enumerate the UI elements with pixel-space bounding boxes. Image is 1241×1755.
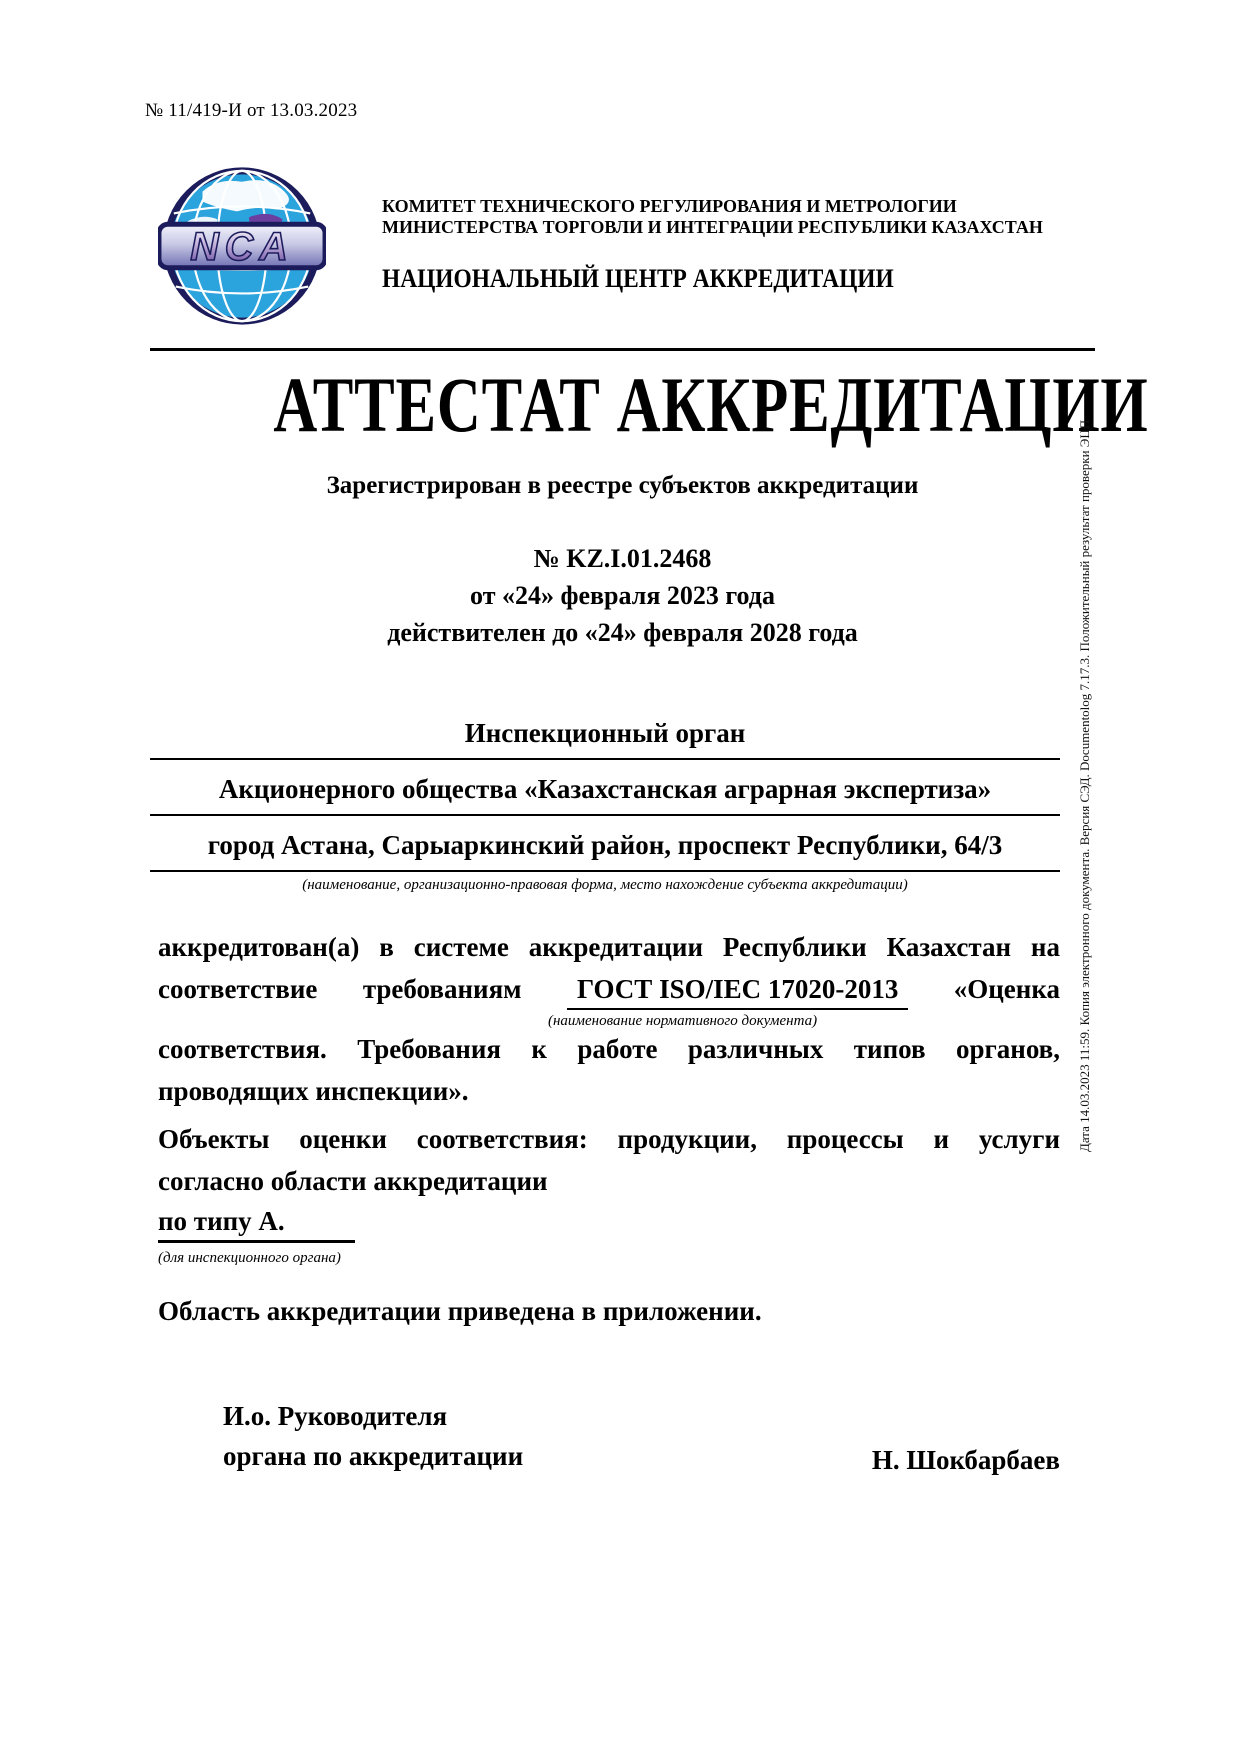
signatory-role-line-1: И.о. Руководителя [223,1401,448,1431]
document-header [158,162,1043,330]
subject-address-field: город Астана, Сарыаркинский район, проспект Республики, 64/3 [150,828,1060,872]
digital-signature-verification-note: Дата 14.03.2023 11:59. Копия электронного документа. Версия СЭД. Documentolog 7.17.3. Положительный результат проверки ЭЦП [1077,419,1092,1152]
scope-note: Область аккредитации приведена в приложении. [158,1296,762,1326]
title-row [150,361,1149,448]
signatory-role-line-2: органа по аккредитации [223,1441,524,1471]
accreditation-line-2-tail: «Оценка [953,974,1060,1004]
accreditation-line-1: аккредитован(а) в системе аккредитации Республики Казахстан на [158,932,1060,962]
signature-block [158,1396,1060,1476]
signatory-role [158,1396,523,1476]
accreditation-paragraph [158,930,1060,1108]
header-text-block [382,162,1043,330]
objects-paragraph [158,1122,1060,1267]
globe-icon [158,162,326,330]
document-subtitle: Зарегистрирован в реестре субъектов аккредитации [326,472,919,499]
committee-line-1: КОМИТЕТ ТЕХНИЧЕСКОГО РЕГУЛИРОВАНИЯ И МЕТРОЛОГИИ [382,196,957,216]
accreditation-type-field: по типу А. [158,1204,355,1243]
accreditation-line-3: соответствия. Требования к работе различных типов органов, [158,1034,1060,1064]
national-center-name: НАЦИОНАЛЬНЫЙ ЦЕНТР АККРЕДИТАЦИИ [382,264,894,293]
registration-block [150,540,1095,651]
signatory-name: Н. Шокбарбаев [871,1445,1060,1475]
type-field-caption: (для инспекционного органа) [158,1250,341,1266]
objects-line-1: Объекты оценки соответствия: продукции, процессы и услуги [158,1124,1060,1154]
valid-until-date: действителен до «24» февраля 2028 года [387,618,858,647]
committee-line-2: МИНИСТЕРСТВА ТОРГОВЛИ И ИНТЕГРАЦИИ РЕСПУБЛИКИ КАЗАХСТАН [382,217,1043,237]
certificate-number: № KZ.I.01.2468 [533,544,712,573]
accreditation-line-2 [158,972,1060,1010]
nca-logo [158,162,326,330]
subject-type-field: Инспекционный орган [150,716,1060,760]
header-divider-rule [150,348,1095,351]
subject-field-caption: (наименование, организационно-правовая форма, место нахождение субъекта аккредитации) [302,877,908,893]
objects-line-2: согласно области аккредитации [158,1166,548,1196]
accreditation-word-2: требованиям [362,974,522,1004]
accreditation-word-1: соответствие [158,974,318,1004]
type-line [158,1204,1060,1243]
nca-logo-text: NCA [190,224,294,269]
subject-block [150,716,1060,894]
subject-name-field: Акционерного общества «Казахстанская аграрная экспертиза» [150,772,1060,816]
outgoing-doc-number: № 11/419-И от 13.03.2023 [145,100,358,121]
accreditation-line-4: проводящих инспекции». [158,1076,469,1106]
standard-reference: ГОСТ ISO/IEC 17020-2013 [567,972,908,1010]
standard-field-caption: (наименование нормативного документа) [548,1013,818,1029]
document-title: АТТЕСТАТ АККРЕДИТАЦИИ [273,361,1149,448]
issue-date: от «24» февраля 2023 года [470,581,775,610]
